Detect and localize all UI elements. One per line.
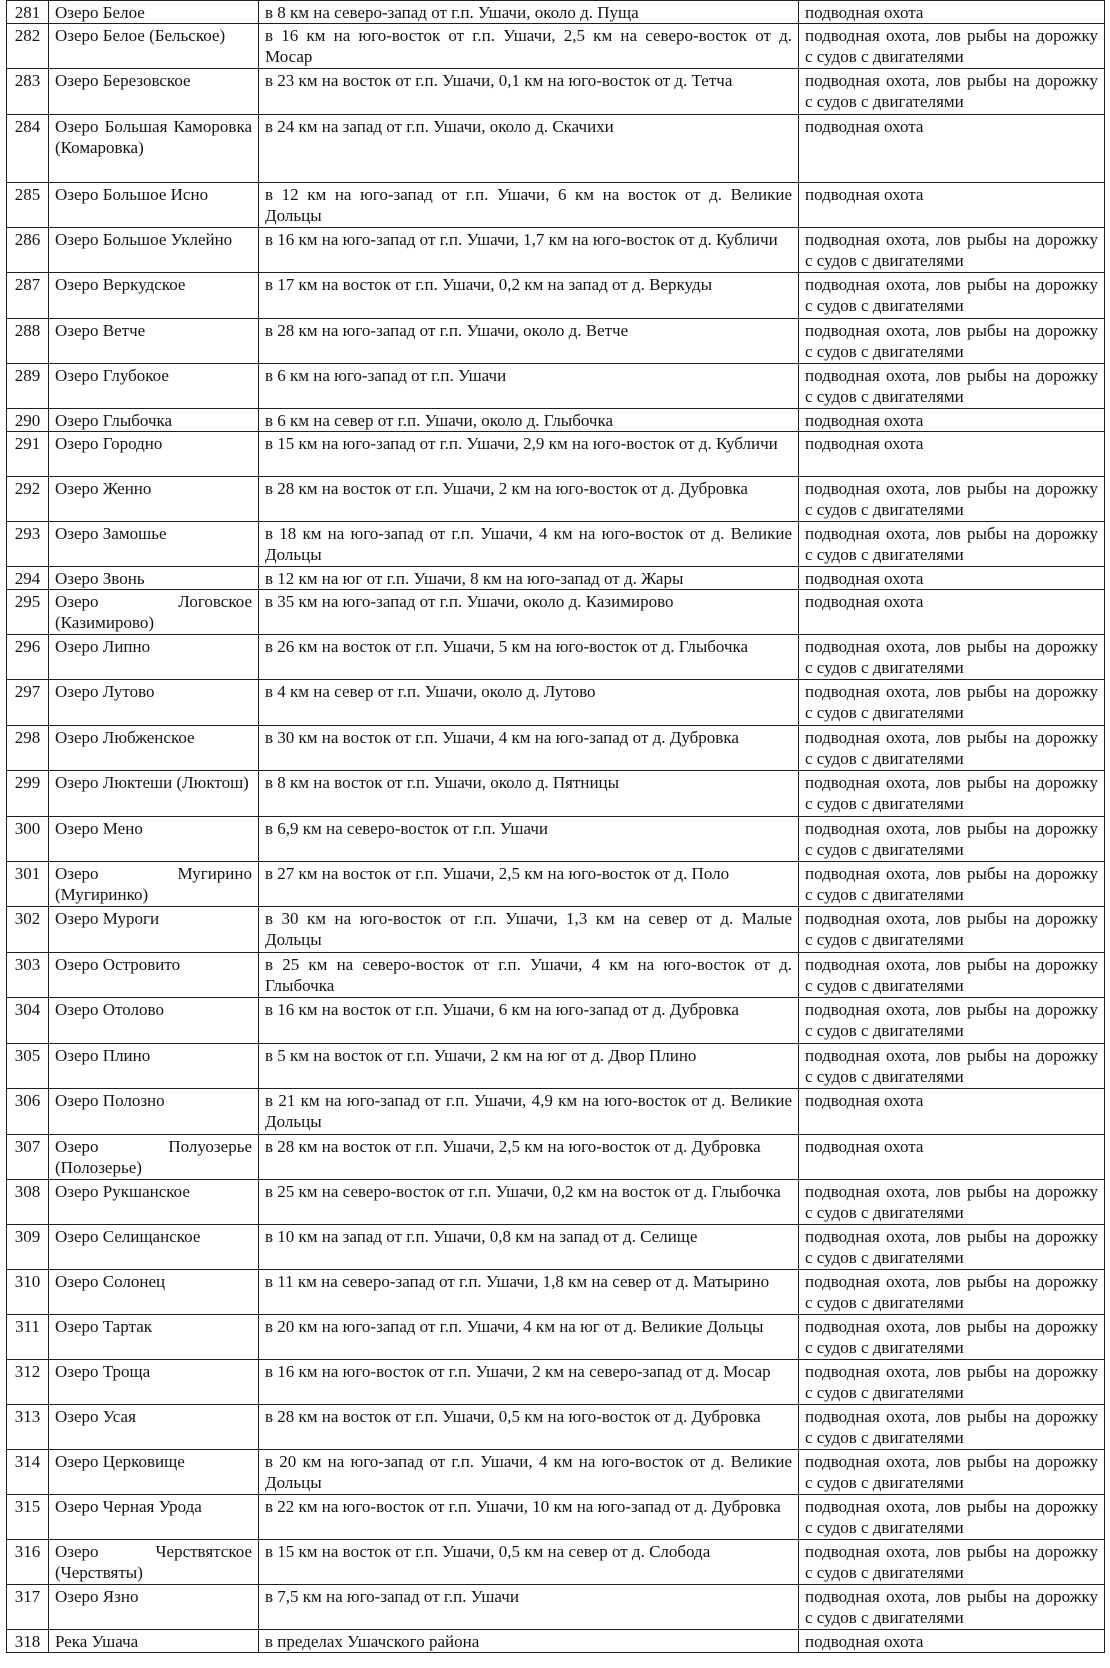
water-body-name: Озеро Островито bbox=[49, 953, 259, 998]
row-number: 283 bbox=[7, 69, 49, 115]
row-number: 311 bbox=[7, 1315, 49, 1360]
permitted-use: подводная охота, лов рыбы на дорожку с судов с двигателями bbox=[799, 862, 1105, 907]
row-number: 298 bbox=[7, 726, 49, 771]
water-body-name: Озеро Женно bbox=[49, 477, 259, 522]
permitted-use: подводная охота, лов рыбы на дорожку с судов с двигателями bbox=[799, 1360, 1105, 1405]
water-body-location: в 6,9 км на северо-восток от г.п. Ушачи bbox=[259, 817, 799, 862]
table-row bbox=[7, 862, 1105, 907]
table-row bbox=[7, 1360, 1105, 1405]
permitted-use: подводная охота, лов рыбы на дорожку с судов с двигателями bbox=[799, 726, 1105, 771]
water-body-location: в 7,5 км на юго-запад от г.п. Ушачи bbox=[259, 1585, 799, 1630]
row-number: 296 bbox=[7, 635, 49, 680]
water-body-location: в 15 км на восток от г.п. Ушачи, 0,5 км на север от д. Слобода bbox=[259, 1540, 799, 1585]
permitted-use: подводная охота bbox=[799, 590, 1105, 635]
row-number: 292 bbox=[7, 477, 49, 522]
water-body-location: в 15 км на юго-запад от г.п. Ушачи, 2,9 км на юго-восток от д. Кубличи bbox=[259, 432, 799, 477]
permitted-use: подводная охота, лов рыбы на дорожку с судов с двигателями bbox=[799, 953, 1105, 998]
table-row bbox=[7, 1089, 1105, 1135]
water-body-name: Озеро Троща bbox=[49, 1360, 259, 1405]
permitted-use: подводная охота, лов рыбы на дорожку с судов с двигателями bbox=[799, 817, 1105, 862]
table-row bbox=[7, 1270, 1105, 1315]
permitted-use: подводная охота, лов рыбы на дорожку с судов с двигателями bbox=[799, 1225, 1105, 1270]
row-number: 297 bbox=[7, 680, 49, 726]
row-number: 301 bbox=[7, 862, 49, 907]
water-body-name: Озеро Березовское bbox=[49, 69, 259, 115]
water-body-name: Озеро Замошье bbox=[49, 522, 259, 567]
water-body-name: Озеро Мугирино (Мугиринко) bbox=[49, 862, 259, 907]
water-body-name: Озеро Рукшанское bbox=[49, 1180, 259, 1225]
permitted-use: подводная охота, лов рыбы на дорожку с судов с двигателями bbox=[799, 635, 1105, 680]
row-number: 294 bbox=[7, 567, 49, 590]
water-body-location: в 30 км на восток от г.п. Ушачи, 4 км на юго-запад от д. Дубровка bbox=[259, 726, 799, 771]
permitted-use: подводная охота, лов рыбы на дорожку с судов с двигателями bbox=[799, 1495, 1105, 1540]
table-row bbox=[7, 1, 1105, 24]
table-row bbox=[7, 771, 1105, 817]
row-number: 310 bbox=[7, 1270, 49, 1315]
water-body-location: в пределах Ушачского района bbox=[259, 1630, 799, 1653]
water-body-location: в 20 км на юго-запад от г.п. Ушачи, 4 км на юг от д. Великие Дольцы bbox=[259, 1315, 799, 1360]
permitted-use: подводная охота, лов рыбы на дорожку с судов с двигателями bbox=[799, 273, 1105, 319]
row-number: 302 bbox=[7, 907, 49, 953]
water-body-location: в 21 км на юго-запад от г.п. Ушачи, 4,9 км на юго-восток от д. Великие Дольцы bbox=[259, 1089, 799, 1135]
water-body-location: в 23 км на восток от г.п. Ушачи, 0,1 км на юго-восток от д. Тетча bbox=[259, 69, 799, 115]
water-body-name: Озеро Ветче bbox=[49, 319, 259, 364]
permitted-use: подводная охота, лов рыбы на дорожку с судов с двигателями bbox=[799, 1270, 1105, 1315]
water-body-name: Озеро Язно bbox=[49, 1585, 259, 1630]
water-body-name: Озеро Белое bbox=[49, 1, 259, 24]
table-row bbox=[7, 432, 1105, 477]
water-body-location: в 20 км на юго-запад от г.п. Ушачи, 4 км на юго-восток от д. Великие Дольцы bbox=[259, 1450, 799, 1495]
water-body-name: Озеро Логовское (Казимирово) bbox=[49, 590, 259, 635]
table-body bbox=[7, 1, 1105, 1653]
permitted-use: подводная охота, лов рыбы на дорожку с судов с двигателями bbox=[799, 522, 1105, 567]
water-body-location: в 16 км на юго-восток от г.п. Ушачи, 2,5 км на северо-восток от д. Мосар bbox=[259, 24, 799, 69]
table-row bbox=[7, 24, 1105, 69]
water-body-name: Озеро Мено bbox=[49, 817, 259, 862]
water-body-name: Озеро Усая bbox=[49, 1405, 259, 1450]
permitted-use: подводная охота bbox=[799, 1135, 1105, 1180]
row-number: 284 bbox=[7, 115, 49, 183]
water-body-location: в 28 км на юго-запад от г.п. Ушачи, около д. Ветче bbox=[259, 319, 799, 364]
table-row bbox=[7, 1225, 1105, 1270]
water-body-name: Река Ушача bbox=[49, 1630, 259, 1653]
water-body-name: Озеро Полозно bbox=[49, 1089, 259, 1135]
water-body-location: в 4 км на север от г.п. Ушачи, около д. Лутово bbox=[259, 680, 799, 726]
permitted-use: подводная охота bbox=[799, 567, 1105, 590]
permitted-use: подводная охота, лов рыбы на дорожку с судов с двигателями bbox=[799, 1540, 1105, 1585]
table-row bbox=[7, 1495, 1105, 1540]
table-row bbox=[7, 319, 1105, 364]
water-body-location: в 35 км на юго-запад от г.п. Ушачи, около д. Казимирово bbox=[259, 590, 799, 635]
permitted-use: подводная охота, лов рыбы на дорожку с судов с двигателями bbox=[799, 1180, 1105, 1225]
permitted-use: подводная охота, лов рыбы на дорожку с судов с двигателями bbox=[799, 907, 1105, 953]
permitted-use: подводная охота bbox=[799, 409, 1105, 432]
water-body-name: Озеро Люктеши (Люктош) bbox=[49, 771, 259, 817]
water-body-name: Озеро Плино bbox=[49, 1044, 259, 1089]
table-row bbox=[7, 1630, 1105, 1653]
table-row bbox=[7, 998, 1105, 1044]
permitted-use: подводная охота bbox=[799, 1, 1105, 24]
permitted-use: подводная охота, лов рыбы на дорожку с судов с двигателями bbox=[799, 1044, 1105, 1089]
water-body-name: Озеро Липно bbox=[49, 635, 259, 680]
water-body-location: в 28 км на восток от г.п. Ушачи, 2 км на юго-восток от д. Дубровка bbox=[259, 477, 799, 522]
row-number: 304 bbox=[7, 998, 49, 1044]
permitted-use: подводная охота, лов рыбы на дорожку с судов с двигателями bbox=[799, 364, 1105, 409]
row-number: 286 bbox=[7, 228, 49, 273]
fishing-waters-table bbox=[6, 0, 1105, 1653]
water-body-name: Озеро Муроги bbox=[49, 907, 259, 953]
row-number: 282 bbox=[7, 24, 49, 69]
row-number: 312 bbox=[7, 1360, 49, 1405]
permitted-use: подводная охота bbox=[799, 183, 1105, 228]
water-body-location: в 26 км на восток от г.п. Ушачи, 5 км на юго-восток от д. Глыбочка bbox=[259, 635, 799, 680]
row-number: 317 bbox=[7, 1585, 49, 1630]
water-body-location: в 22 км на юго-восток от г.п. Ушачи, 10 км на юго-запад от д. Дубровка bbox=[259, 1495, 799, 1540]
table-row bbox=[7, 183, 1105, 228]
water-body-location: в 5 км на восток от г.п. Ушачи, 2 км на юг от д. Двор Плино bbox=[259, 1044, 799, 1089]
row-number: 315 bbox=[7, 1495, 49, 1540]
table-row bbox=[7, 1540, 1105, 1585]
water-body-location: в 11 км на северо-запад от г.п. Ушачи, 1,8 км на север от д. Матырино bbox=[259, 1270, 799, 1315]
water-body-name: Озеро Большая Каморовка (Комаровка) bbox=[49, 115, 259, 183]
row-number: 314 bbox=[7, 1450, 49, 1495]
row-number: 281 bbox=[7, 1, 49, 24]
water-body-location: в 28 км на восток от г.п. Ушачи, 2,5 км на юго-восток от д. Дубровка bbox=[259, 1135, 799, 1180]
water-body-location: в 12 км на юго-запад от г.п. Ушачи, 6 км на восток от д. Великие Дольцы bbox=[259, 183, 799, 228]
water-body-name: Озеро Городно bbox=[49, 432, 259, 477]
row-number: 290 bbox=[7, 409, 49, 432]
permitted-use: подводная охота, лов рыбы на дорожку с судов с двигателями bbox=[799, 771, 1105, 817]
table-row bbox=[7, 409, 1105, 432]
row-number: 289 bbox=[7, 364, 49, 409]
row-number: 309 bbox=[7, 1225, 49, 1270]
water-body-name: Озеро Большое Исно bbox=[49, 183, 259, 228]
table-row bbox=[7, 228, 1105, 273]
table-row bbox=[7, 635, 1105, 680]
permitted-use: подводная охота bbox=[799, 432, 1105, 477]
water-body-name: Озеро Глубокое bbox=[49, 364, 259, 409]
row-number: 307 bbox=[7, 1135, 49, 1180]
water-body-name: Озеро Черная Урода bbox=[49, 1495, 259, 1540]
table-row bbox=[7, 522, 1105, 567]
table-row bbox=[7, 590, 1105, 635]
water-body-name: Озеро Веркудское bbox=[49, 273, 259, 319]
table-row bbox=[7, 69, 1105, 115]
table-row bbox=[7, 1450, 1105, 1495]
water-body-location: в 16 км на восток от г.п. Ушачи, 6 км на юго-запад от д. Дубровка bbox=[259, 998, 799, 1044]
row-number: 295 bbox=[7, 590, 49, 635]
row-number: 316 bbox=[7, 1540, 49, 1585]
permitted-use: подводная охота, лов рыбы на дорожку с судов с двигателями bbox=[799, 1405, 1105, 1450]
permitted-use: подводная охота bbox=[799, 1089, 1105, 1135]
permitted-use: подводная охота, лов рыбы на дорожку с судов с двигателями bbox=[799, 69, 1105, 115]
table-row bbox=[7, 567, 1105, 590]
permitted-use: подводная охота, лов рыбы на дорожку с судов с двигателями bbox=[799, 998, 1105, 1044]
row-number: 303 bbox=[7, 953, 49, 998]
water-body-name: Озеро Белое (Бельское) bbox=[49, 24, 259, 69]
water-body-location: в 16 км на юго-восток от г.п. Ушачи, 2 км на северо-запад от д. Мосар bbox=[259, 1360, 799, 1405]
permitted-use: подводная охота, лов рыбы на дорожку с судов с двигателями bbox=[799, 477, 1105, 522]
permitted-use: подводная охота, лов рыбы на дорожку с судов с двигателями bbox=[799, 1315, 1105, 1360]
water-body-name: Озеро Звонь bbox=[49, 567, 259, 590]
water-body-location: в 17 км на восток от г.п. Ушачи, 0,2 км на запад от д. Веркуды bbox=[259, 273, 799, 319]
table-row bbox=[7, 1315, 1105, 1360]
row-number: 299 bbox=[7, 771, 49, 817]
water-body-location: в 10 км на запад от г.п. Ушачи, 0,8 км на запад от д. Селище bbox=[259, 1225, 799, 1270]
water-body-name: Озеро Большое Уклейно bbox=[49, 228, 259, 273]
table-row bbox=[7, 1135, 1105, 1180]
table-row bbox=[7, 953, 1105, 998]
water-body-name: Озеро Солонец bbox=[49, 1270, 259, 1315]
water-body-location: в 24 км на запад от г.п. Ушачи, около д. Скачихи bbox=[259, 115, 799, 183]
water-body-name: Озеро Черствятское (Черствяты) bbox=[49, 1540, 259, 1585]
water-body-location: в 6 км на север от г.п. Ушачи, около д. Глыбочка bbox=[259, 409, 799, 432]
table-row bbox=[7, 1044, 1105, 1089]
row-number: 308 bbox=[7, 1180, 49, 1225]
permitted-use: подводная охота, лов рыбы на дорожку с судов с двигателями bbox=[799, 1585, 1105, 1630]
table-row bbox=[7, 115, 1105, 183]
row-number: 313 bbox=[7, 1405, 49, 1450]
permitted-use: подводная охота bbox=[799, 115, 1105, 183]
row-number: 305 bbox=[7, 1044, 49, 1089]
water-body-name: Озеро Селищанское bbox=[49, 1225, 259, 1270]
table-row bbox=[7, 1405, 1105, 1450]
permitted-use: подводная охота, лов рыбы на дорожку с судов с двигателями bbox=[799, 228, 1105, 273]
water-body-name: Озеро Любженское bbox=[49, 726, 259, 771]
table-row bbox=[7, 1180, 1105, 1225]
water-body-name: Озеро Отолово bbox=[49, 998, 259, 1044]
water-body-location: в 30 км на юго-восток от г.п. Ушачи, 1,3 км на север от д. Малые Дольцы bbox=[259, 907, 799, 953]
table-row bbox=[7, 273, 1105, 319]
row-number: 288 bbox=[7, 319, 49, 364]
water-body-name: Озеро Тартак bbox=[49, 1315, 259, 1360]
water-body-name: Озеро Церковище bbox=[49, 1450, 259, 1495]
table-row bbox=[7, 726, 1105, 771]
table-row bbox=[7, 1585, 1105, 1630]
water-body-location: в 27 км на восток от г.п. Ушачи, 2,5 км на юго-восток от д. Поло bbox=[259, 862, 799, 907]
permitted-use: подводная охота bbox=[799, 1630, 1105, 1653]
water-body-location: в 25 км на северо-восток от г.п. Ушачи, 4 км на юго-восток от д. Глыбочка bbox=[259, 953, 799, 998]
row-number: 291 bbox=[7, 432, 49, 477]
water-body-location: в 25 км на северо-восток от г.п. Ушачи, 0,2 км на восток от д. Глыбочка bbox=[259, 1180, 799, 1225]
water-body-location: в 8 км на восток от г.п. Ушачи, около д. Пятницы bbox=[259, 771, 799, 817]
water-body-name: Озеро Лутово bbox=[49, 680, 259, 726]
permitted-use: подводная охота, лов рыбы на дорожку с судов с двигателями bbox=[799, 1450, 1105, 1495]
water-body-location: в 12 км на юг от г.п. Ушачи, 8 км на юго-запад от д. Жары bbox=[259, 567, 799, 590]
row-number: 300 bbox=[7, 817, 49, 862]
table-row bbox=[7, 477, 1105, 522]
water-body-location: в 28 км на восток от г.п. Ушачи, 0,5 км на юго-восток от д. Дубровка bbox=[259, 1405, 799, 1450]
row-number: 306 bbox=[7, 1089, 49, 1135]
permitted-use: подводная охота, лов рыбы на дорожку с судов с двигателями bbox=[799, 680, 1105, 726]
water-body-location: в 8 км на северо-запад от г.п. Ушачи, около д. Пуща bbox=[259, 1, 799, 24]
row-number: 285 bbox=[7, 183, 49, 228]
table-row bbox=[7, 680, 1105, 726]
row-number: 287 bbox=[7, 273, 49, 319]
table-row bbox=[7, 817, 1105, 862]
water-body-location: в 18 км на юго-запад от г.п. Ушачи, 4 км на юго-восток от д. Великие Дольцы bbox=[259, 522, 799, 567]
table-row bbox=[7, 907, 1105, 953]
row-number: 318 bbox=[7, 1630, 49, 1653]
water-body-location: в 16 км на юго-запад от г.п. Ушачи, 1,7 км на юго-восток от д. Кубличи bbox=[259, 228, 799, 273]
permitted-use: подводная охота, лов рыбы на дорожку с судов с двигателями bbox=[799, 319, 1105, 364]
permitted-use: подводная охота, лов рыбы на дорожку с судов с двигателями bbox=[799, 24, 1105, 69]
water-body-location: в 6 км на юго-запад от г.п. Ушачи bbox=[259, 364, 799, 409]
row-number: 293 bbox=[7, 522, 49, 567]
water-body-name: Озеро Полуозерье (Полозерье) bbox=[49, 1135, 259, 1180]
table-row bbox=[7, 364, 1105, 409]
water-body-name: Озеро Глыбочка bbox=[49, 409, 259, 432]
